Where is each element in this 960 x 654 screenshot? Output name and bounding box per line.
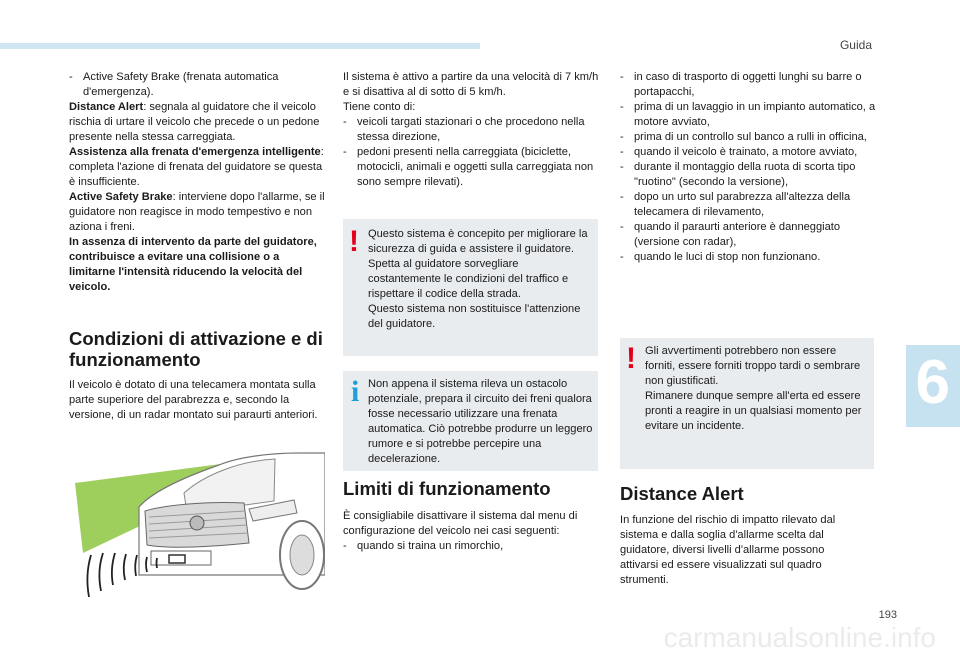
radar-wave [135,555,137,576]
heading-distance-alert: Distance Alert [620,483,744,504]
section-title: Guida [839,38,872,52]
paragraph-limits: È consigliabile disattivare il sistema dal menu di configurazione del veicolo nei casi seguenti: [343,510,578,537]
column-2-bottom [343,509,599,554]
list-item: - in caso di trasporto di oggetti lunghi su barre o portapacchi, [620,71,862,98]
list-item: - pedoni presenti nella carreggiata (biciclette, motocicli, animali e oggetti sulla carreggiata non sono sempre rilevati). [343,146,594,188]
paragraph-camera: Il veicolo è dotato di una telecamera montata sulla parte superiore del parabrezza e, secondo la versione, di un radar montato sui paraurti anteriori. [69,379,318,421]
paragraph-bold: In assenza di intervento da parte del guidatore, contribuisce a evitare una collisione o a limitarne l'intensità riducendo la velocità del veicolo. [69,236,317,293]
page-number: 193 [878,609,897,621]
warning-box [343,219,598,356]
radar-sensor [169,555,185,563]
list-item: - quando le luci di stop non funzionano. [620,251,821,263]
info-icon: i [351,375,360,408]
info-box [343,371,598,471]
warning-icon: ! [626,342,636,375]
list-item: - veicoli targati stazionari o che procedono nella stessa direzione, [343,116,585,143]
radar-wave [157,558,158,568]
list-item: - quando il paraurti anteriore è danneggiato (versione con radar), [620,221,841,248]
warning-icon: ! [349,225,359,258]
watermark: carmanualsonline.info [663,622,936,653]
paragraph-asb: Active Safety Brake: interviene dopo l'allarme, se il guidatore non reagisce in modo tempestivo e non aziona i freni. [69,191,325,233]
list-item: - quando il veicolo è trainato, a motore avviato, [620,146,858,158]
column-1 [69,70,325,295]
paragraph-distance-alert: Distance Alert: segnala al guidatore che il veicolo rischia di urtare il veicolo che precede o un pedone presente nella stessa carreggiata. [69,101,320,143]
paragraph-tiene: Tiene conto di: [343,101,416,113]
heading-condizioni: Condizioni di attivazione e di funzionamento [69,328,323,370]
radar-wave [87,555,91,597]
logo-icon [190,516,204,530]
list-item: - quando si traina un rimorchio, [343,540,504,552]
warning-text: Questo sistema è concepito per migliorare la sicurezza di guida e assistere il guidatore. Spetta al guidatore sorvegliare costantemente le condizioni del traffico e rispettare il codice della strada. Questo sistema non sostituisce l'attenzione del guidatore. [368,228,588,330]
header-bar [0,43,480,49]
list-item: - durante il montaggio della ruota di scorta tipo "ruotino" (secondo la versione), [620,161,856,188]
list-item-text: Active Safety Brake (frenata automatica d'emergenza). [83,71,279,98]
column-3 [620,70,876,265]
warning-text: Gli avvertimenti potrebbero non essere forniti, essere forniti troppo tardi o sembrare non giustificati. Rimanere dunque sempre all'erta ed essere pronti a reagire in un qualsiasi momento per evitare un incidente. [645,345,862,432]
info-text: Non appena il sistema rileva un ostacolo potenziale, prepara il circuito dei freni qualora fosse necessario utilizzare una frenata automatica. Ciò potrebbe produrre un leggero rumore e si potrebbe percepire una decelerazione. [368,378,593,465]
list-item: - Active Safety Brake (frenata automatica d'emergenza). [69,71,279,98]
column-2 [343,70,599,190]
radar-wave [146,557,147,572]
list-item: - prima di un lavaggio in un impianto automatico, a motore avviato, [620,101,876,128]
list-item: - prima di un controllo sul banco a rulli in officina, [620,131,867,143]
radar-wave [112,553,115,585]
heading-limiti: Limiti di funzionamento [343,478,551,499]
list-item: - dopo un urto sul parabrezza all'altezza della telecamera di rilevamento, [620,191,851,218]
paragraph-distance-alert-body: In funzione del rischio di impatto rilevato dal sistema e dalla soglia d'allarme scelta dal guidatore, diversi livelli d'allarme possono attivarsi ed essere visualizzati sul quadro strumenti. [620,514,836,586]
warning-box [620,338,874,469]
car-illustration [69,445,325,603]
chapter-number: 6 [915,348,950,417]
chapter-tab [906,345,960,427]
radar-wave [99,553,103,591]
paragraph-active: Il sistema è attivo a partire da una velocità di 7 km/h e si disattiva al di sotto di 5 km/h. [343,71,599,98]
radar-wave [124,554,126,580]
paragraph-aei: Assistenza alla frenata d'emergenza intelligente: completa l'azione di frenata del guidatore se questa è insufficiente. [69,146,324,188]
